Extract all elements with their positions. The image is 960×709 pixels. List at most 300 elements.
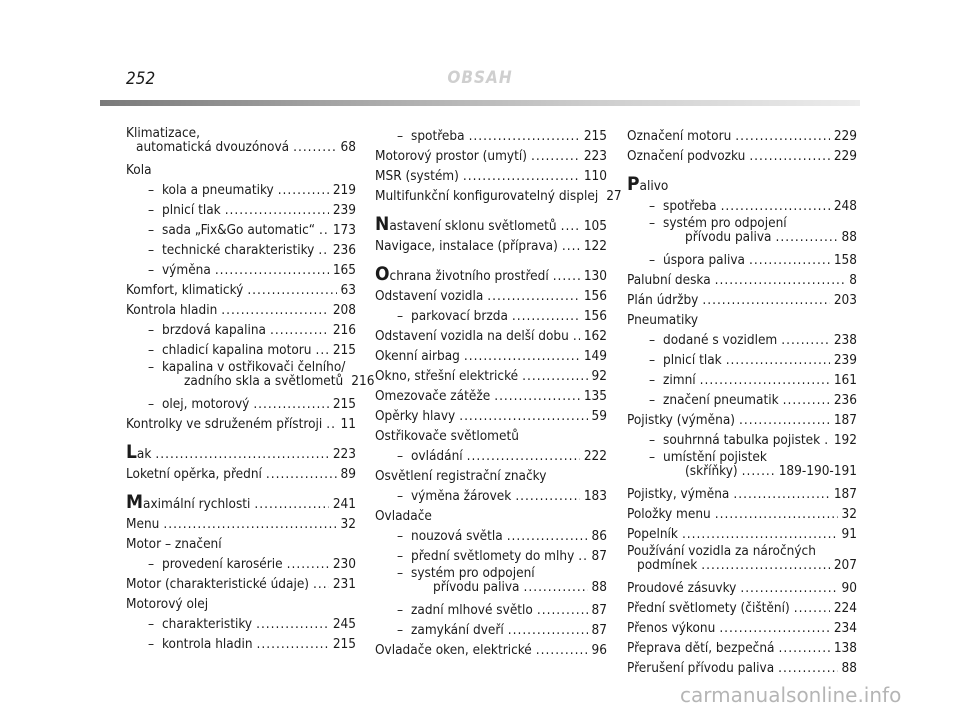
entry-label: kontrola hladin: [162, 636, 253, 652]
initial-letter: L: [126, 441, 137, 463]
dash-marker: –: [649, 252, 656, 268]
index-entry: [375, 346, 607, 366]
page-ref: 135: [583, 388, 607, 404]
page-ref: 27: [606, 188, 622, 204]
page-ref: 223: [332, 446, 356, 462]
entry-label-line1: umístění pojistek: [663, 449, 767, 465]
dot-leader: [726, 350, 830, 370]
dot-leader: [254, 494, 328, 514]
index-subentry: [627, 196, 857, 216]
dot-leader: [508, 620, 588, 640]
index-entry: [375, 506, 607, 526]
index-subentry: [126, 634, 356, 654]
dot-leader: [163, 514, 336, 534]
entry-label: Kontrola hladin: [126, 302, 218, 318]
dot-leader: [573, 326, 580, 346]
entry-label: Motor – značení: [126, 536, 222, 552]
page-ref: 138: [833, 640, 857, 656]
index-subentry: [126, 554, 356, 574]
dash-marker: –: [649, 198, 656, 214]
section-title: OBSAH: [447, 68, 513, 88]
entry-label: Označení podvozku: [627, 148, 746, 164]
page-ref: 32: [340, 516, 356, 532]
entry-label: úspora paliva: [663, 252, 745, 268]
page-ref: 161: [833, 372, 857, 388]
dot-leader: [824, 430, 830, 450]
page-ref: 149: [583, 348, 607, 364]
page-ref: 236: [332, 242, 356, 258]
page-ref: 229: [833, 148, 857, 164]
index-subentry: [627, 330, 857, 350]
entry-label: Okenní airbag: [375, 348, 460, 364]
index-entry: [126, 464, 356, 484]
index-entry: [126, 514, 356, 534]
page-ref: 63: [340, 282, 356, 298]
entry-label: Pojistky, výměna: [627, 486, 730, 502]
entry-label-line2: (skříňky): [685, 463, 738, 479]
dot-leader: [315, 340, 328, 360]
entry-label-line1: systém pro odpojení: [411, 565, 535, 581]
entry-label: Palubní deska: [627, 272, 711, 288]
page-ref: 224: [833, 600, 857, 616]
entry-label: Motorový prostor (umytí): [375, 148, 527, 164]
index-entry: [375, 386, 607, 406]
entry-label: charakteristiky: [162, 616, 253, 632]
entry-label: plnicí tlak: [162, 202, 221, 218]
page-ref: 183: [583, 488, 607, 504]
dash-marker: –: [397, 488, 404, 504]
dot-leader: [562, 236, 580, 256]
dot-leader: [247, 280, 336, 300]
dot-leader: [682, 524, 838, 544]
initial-letter: N: [375, 213, 390, 235]
entry-label: Přenos výkonu: [627, 620, 716, 636]
index-subentry: [375, 486, 607, 506]
dot-leader: [215, 260, 329, 280]
index-entry: [375, 264, 607, 286]
dash-marker: –: [397, 528, 404, 544]
entry-label-line1: systém pro odpojení: [663, 215, 787, 231]
index-entry: [126, 534, 356, 554]
index-entry: [627, 484, 857, 504]
dash-marker: –: [649, 392, 656, 408]
dot-leader: [326, 414, 336, 434]
entry-label: parkovací brzda: [411, 308, 508, 324]
index-entry: [627, 174, 857, 196]
page-ref: 122: [583, 238, 607, 254]
page-ref: 215: [332, 636, 356, 652]
entry-label: zimní: [663, 372, 696, 388]
page-ref: 239: [833, 352, 857, 368]
dash-marker: –: [397, 622, 404, 638]
dash-marker: –: [649, 352, 656, 368]
page-ref: 110: [583, 168, 607, 184]
index-subentry: [627, 430, 857, 450]
dot-leader: [749, 250, 830, 270]
index-entry: [627, 578, 857, 598]
index-subentry: [375, 446, 607, 466]
dash-marker: –: [148, 322, 155, 338]
page-ref: 216: [332, 322, 356, 338]
index-entry: [627, 658, 857, 678]
dot-leader: [459, 406, 587, 426]
index-entry: [375, 406, 607, 426]
index-subentry: [627, 216, 857, 244]
dot-leader: [749, 146, 829, 166]
dash-marker: –: [148, 359, 155, 375]
initial-letter: M: [126, 491, 144, 513]
entry-label: Ovladače: [375, 508, 432, 524]
index-subentry: [627, 350, 857, 370]
index-entry: [126, 280, 356, 300]
index-entry: [627, 290, 857, 310]
index-subentry: [627, 370, 857, 390]
index-column-3: [627, 126, 857, 678]
dot-leader: [531, 146, 580, 166]
dot-leader: [155, 444, 328, 464]
page-ref: 238: [833, 332, 857, 348]
dash-marker: –: [148, 396, 155, 412]
dash-marker: –: [148, 342, 155, 358]
index-subentry: [375, 546, 607, 566]
page-ref: 158: [833, 252, 857, 268]
entry-label: Opěrky hlavy: [375, 408, 456, 424]
dot-leader: [715, 504, 838, 524]
index-column-1: [126, 125, 375, 654]
entry-label: Popelník: [627, 526, 678, 542]
page-ref: 239: [332, 202, 356, 218]
index-subentry: [126, 180, 356, 200]
index-entry: [627, 618, 857, 638]
index-entry: [375, 366, 607, 386]
index-entry: [627, 638, 857, 658]
entry-label: Přerušení přívodu paliva: [627, 660, 775, 676]
dot-leader: [783, 390, 830, 410]
page-ref: 236: [833, 392, 857, 408]
dash-marker: –: [649, 449, 656, 465]
entry-label: Pojistky (výměna): [627, 412, 735, 428]
page-ref: 162: [583, 328, 607, 344]
page-ref: 91: [841, 526, 857, 542]
page-ref: 90: [841, 580, 857, 596]
entry-label-line2: automatická dvouzónová: [136, 139, 290, 155]
entry-label: Multifunkční konfigurovatelný displej: [375, 188, 599, 204]
entry-label-rest: alivo: [639, 178, 669, 194]
entry-label: Označení motoru: [627, 128, 732, 144]
initial-letter: P: [627, 173, 640, 195]
page-ref: 230: [332, 556, 356, 572]
entry-label-line2: přívodu paliva: [433, 579, 520, 595]
index-subentry: [126, 220, 356, 240]
page-ref: 87: [591, 548, 607, 564]
index-subentry: [627, 250, 857, 270]
dot-leader: [266, 464, 337, 484]
index-subentry: [375, 600, 607, 620]
entry-label-line2: podmínek: [637, 557, 698, 573]
entry-label: Přední světlomety (čištění): [627, 600, 790, 616]
entry-label: Loketní opěrka, přední: [126, 466, 262, 482]
dash-marker: –: [397, 548, 404, 564]
dot-leader: [702, 290, 829, 310]
dot-leader: [700, 370, 830, 390]
entry-label: Kola: [126, 162, 152, 178]
page-ref: 105: [583, 218, 607, 234]
index-entry: [126, 126, 356, 154]
index-entry: [126, 300, 356, 320]
page-ref: 222: [583, 448, 607, 464]
dot-leader: [313, 574, 329, 594]
entry-label: Motor (charakteristické údaje): [126, 576, 310, 592]
page-ref: 156: [583, 308, 607, 324]
index-entry: [627, 504, 857, 524]
entry-label: značení pneumatik: [663, 392, 779, 408]
dot-leader: [522, 366, 587, 386]
entry-label: Položky menu: [627, 506, 711, 522]
entry-label: Ostřikovače světlometů: [375, 428, 519, 444]
dash-marker: –: [148, 616, 155, 632]
page-ref: 189-190-191: [778, 463, 857, 479]
index-entry: [375, 426, 607, 446]
index-entry: [375, 166, 607, 186]
entry-label: Přeprava dětí, bezpečná: [627, 640, 775, 656]
page-ref: 165: [332, 262, 356, 278]
index-entry: [375, 186, 622, 206]
dash-marker: –: [148, 222, 155, 238]
dot-leader: [715, 270, 846, 290]
entry-label: Plán údržby: [627, 292, 699, 308]
entry-label: [627, 174, 668, 196]
page-ref: 215: [332, 396, 356, 412]
index-entry: [126, 160, 356, 180]
entry-label: technické charakteristiky: [162, 242, 315, 258]
page-ref: 231: [332, 576, 356, 592]
index-subentry: [627, 390, 857, 410]
entry-label: souhrnná tabulka pojistek: [663, 432, 821, 448]
page-ref: 87: [591, 622, 607, 638]
page-ref: 229: [833, 128, 857, 144]
index-entry: [126, 594, 356, 614]
dot-leader: [561, 216, 580, 236]
dot-leader: [467, 446, 580, 466]
entry-label-rest: aximální rychlosti: [143, 496, 251, 512]
index-subentry: [126, 240, 356, 260]
index-column-2: [375, 126, 622, 660]
index-subentry: [627, 450, 857, 478]
entry-label: Osvětlení registrační značky: [375, 468, 547, 484]
page-ref: 92: [591, 368, 607, 384]
entry-label: provedení karosérie: [162, 556, 283, 572]
index-entry: [375, 640, 607, 660]
entry-label: výměna žárovek: [411, 488, 512, 504]
entry-label-rest: ak: [136, 446, 152, 462]
page-ref: 88: [841, 229, 857, 245]
index-entry: [126, 414, 356, 434]
page-ref: 208: [332, 302, 356, 318]
entry-label-rest: chrana životního prostředí: [389, 268, 549, 284]
dot-leader: [515, 486, 580, 506]
page-ref: 207: [833, 557, 857, 573]
page-ref: 187: [833, 412, 857, 428]
dash-marker: –: [148, 262, 155, 278]
dash-marker: –: [148, 202, 155, 218]
dot-leader: [742, 464, 775, 478]
dot-leader: [225, 200, 329, 220]
dot-leader: [253, 394, 329, 414]
dot-leader: [779, 638, 830, 658]
index-subentry: [126, 260, 356, 280]
entry-label: [375, 214, 557, 236]
page-ref: 11: [340, 416, 356, 432]
index-subentry: [375, 566, 607, 594]
entry-label-line2: zadního skla a světlometů: [184, 373, 344, 389]
page-ref: 173: [332, 222, 356, 238]
entry-label: Menu: [126, 516, 160, 532]
entry-label: Pneumatiky: [627, 312, 699, 328]
dot-leader: [781, 330, 830, 350]
dot-leader: [494, 386, 580, 406]
dot-leader: [319, 220, 329, 240]
entry-label: zadní mlhové světlo: [411, 602, 533, 618]
page-ref: 241: [332, 496, 356, 512]
dash-marker: –: [148, 636, 155, 652]
initial-letter: O: [375, 263, 390, 285]
page-ref: 215: [583, 128, 607, 144]
entry-label: kola a pneumatiky: [162, 182, 274, 198]
entry-label: chladicí kapalina motoru: [162, 342, 312, 358]
dot-leader: [553, 266, 580, 286]
index-subentry: [126, 340, 356, 360]
entry-label-line1: kapalina v ostřikovači čelního/: [162, 359, 346, 375]
dot-leader: [287, 554, 329, 574]
entry-label-line1: Klimatizace,: [126, 125, 200, 141]
page-ref: 130: [583, 268, 607, 284]
page-number: 252: [126, 69, 156, 89]
dash-marker: –: [397, 448, 404, 464]
dash-marker: –: [397, 565, 404, 581]
page-ref: 187: [833, 486, 857, 502]
entry-label: Okno, střešní elektrické: [375, 368, 519, 384]
page-ref: 203: [833, 292, 857, 308]
entry-label: Kontrolky ve sdruženém přístroji: [126, 416, 323, 432]
entry-label: plnicí tlak: [663, 352, 722, 368]
index-entry: [126, 492, 356, 514]
page-ref: 223: [583, 148, 607, 164]
index-entry: [627, 544, 857, 572]
entry-label: brzdová kapalina: [162, 322, 266, 338]
page-ref: 87: [591, 602, 607, 618]
dot-leader: [293, 140, 336, 154]
dash-marker: –: [148, 182, 155, 198]
dot-leader: [733, 484, 829, 504]
dot-leader: [536, 640, 588, 660]
index-entry: [126, 442, 356, 464]
entry-label-line1: Používání vozidla za náročných: [627, 543, 816, 559]
dash-marker: –: [649, 372, 656, 388]
page-ref: 216: [351, 373, 375, 389]
page-ref: 96: [591, 642, 607, 658]
dot-leader: [778, 658, 837, 678]
dot-leader: [739, 410, 830, 430]
dot-leader: [740, 578, 837, 598]
index-entry: [375, 466, 607, 486]
dash-marker: –: [397, 308, 404, 324]
page-ref: 245: [332, 616, 356, 632]
dot-leader: [507, 526, 588, 546]
entry-label: Odstavení vozidla na delší dobu: [375, 328, 569, 344]
page-ref: 68: [340, 139, 356, 155]
dot-leader: [278, 180, 329, 200]
dash-marker: –: [397, 602, 404, 618]
entry-label: nouzová světla: [411, 528, 503, 544]
dash-marker: –: [148, 242, 155, 258]
entry-label: spotřeba: [411, 128, 465, 144]
index-subentry: [375, 126, 607, 146]
index-entry: [375, 326, 607, 346]
dot-leader: [464, 346, 580, 366]
page-ref: 192: [833, 432, 857, 448]
index-subentry: [126, 359, 375, 389]
entry-label-line2: přívodu paliva: [685, 229, 772, 245]
index-entry: [627, 524, 857, 544]
entry-label: přední světlomety do mlhy: [411, 548, 575, 564]
dot-leader: [719, 618, 829, 638]
entry-label: Motorový olej: [126, 596, 209, 612]
page-ref: 215: [332, 342, 356, 358]
entry-label: ovládání: [411, 448, 463, 464]
page-ref: 219: [332, 182, 356, 198]
page-ref: 89: [340, 466, 356, 482]
entry-label: výměna: [162, 262, 211, 278]
entry-label: MSR (systém): [375, 168, 459, 184]
index-subentry: [126, 394, 356, 414]
dot-leader: [735, 126, 830, 146]
index-entry: [627, 126, 857, 146]
entry-label: olej, motorový: [162, 396, 250, 412]
dot-leader: [794, 598, 830, 618]
index-entry: [627, 146, 857, 166]
dot-leader: [578, 546, 587, 566]
dot-leader: [469, 126, 580, 146]
dot-leader: [318, 240, 328, 260]
entry-label: spotřeba: [663, 198, 717, 214]
entry-label: Proudové zásuvky: [627, 580, 737, 596]
page-ref: 88: [591, 579, 607, 595]
index-entry: [375, 146, 607, 166]
entry-label-rest: astavení sklonu světlometů: [389, 218, 557, 234]
dash-marker: –: [649, 432, 656, 448]
index-subentry: [375, 526, 607, 546]
entry-label: Navigace, instalace (příprava): [375, 238, 558, 254]
index-subentry: [126, 320, 356, 340]
dot-leader: [721, 196, 830, 216]
dot-leader: [256, 614, 329, 634]
entry-label: sada „Fix&Go automatic“: [162, 222, 316, 238]
dot-leader: [270, 320, 329, 340]
page-ref: 234: [833, 620, 857, 636]
page-ref: 8: [849, 272, 857, 288]
index-entry: [627, 310, 857, 330]
index-subentry: [126, 200, 356, 220]
page-ref: 156: [583, 288, 607, 304]
entry-label: [375, 264, 549, 286]
index-entry: [627, 410, 857, 430]
dash-marker: –: [397, 128, 404, 144]
watermark: carmanualsonline.info: [680, 683, 902, 707]
dot-leader: [257, 634, 329, 654]
entry-label: Komfort, klimatický: [126, 282, 244, 298]
dot-leader: [487, 286, 580, 306]
entry-label: Omezovače zátěže: [375, 388, 491, 404]
